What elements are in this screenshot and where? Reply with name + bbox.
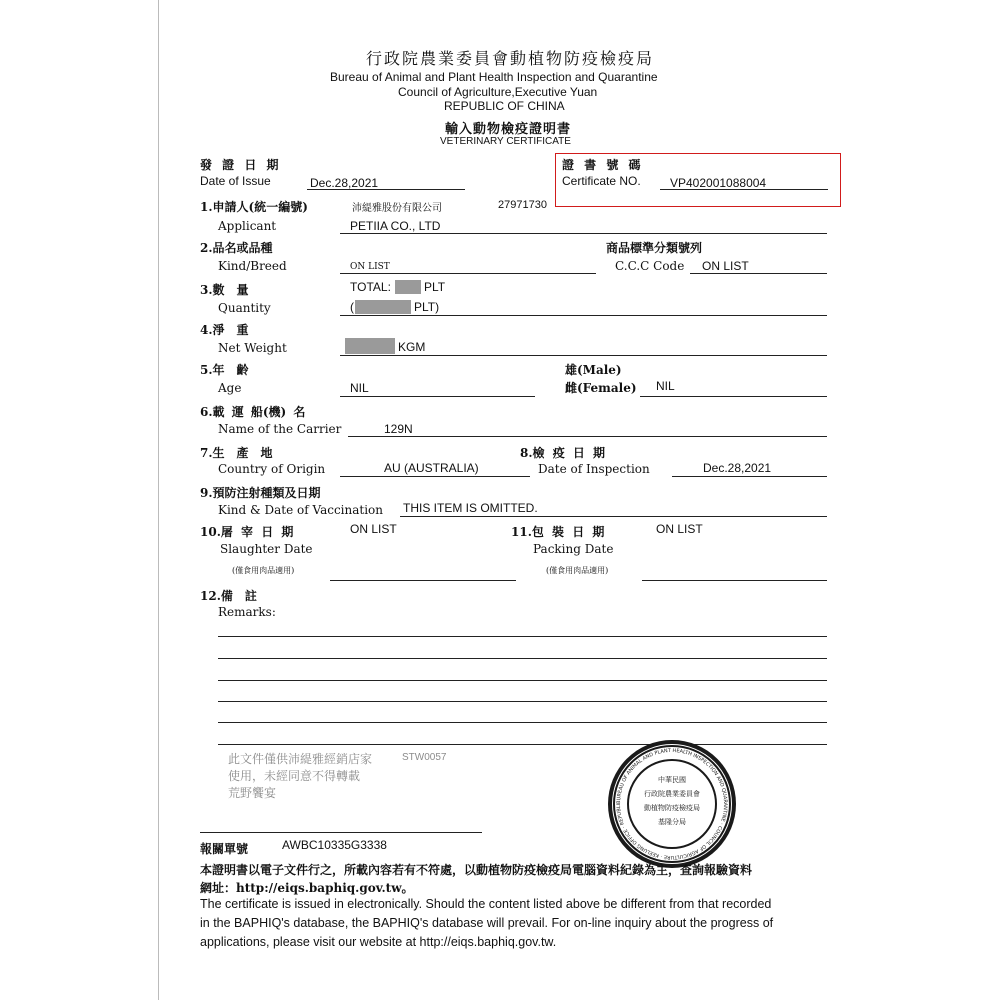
slaughter-note: (僅食用肉品適用) [232, 566, 295, 575]
issue-date-underline [307, 189, 465, 190]
carrier-value: 129N [384, 422, 413, 436]
inspection-label-zh: 8.檢 疫 日 期 [520, 446, 606, 460]
carrier-label-en: Name of the Carrier [218, 422, 342, 436]
issue-date-label-en: Date of Issue [200, 174, 271, 188]
packing-underline [642, 580, 827, 581]
ccc-value: ON LIST [702, 259, 749, 273]
slaughter-label-zh: 10.屠 宰 日 期 [200, 525, 294, 539]
quantity-label-zh: 3.數 量 [200, 283, 249, 297]
remarks-line [218, 722, 827, 723]
agency-title-en: Bureau of Animal and Plant Health Inspection and Quarantine [330, 70, 658, 84]
carrier-underline [348, 436, 827, 437]
packing-label-zh: 11.包 裝 日 期 [511, 525, 605, 539]
origin-value: AU (AUSTRALIA) [384, 461, 479, 475]
certificate-number-value: VP402001088004 [670, 176, 767, 190]
remarks-label-zh: 12.備 註 [200, 589, 257, 603]
ccc-label-zh: 商品標準分類號列 [606, 241, 703, 255]
remarks-line [218, 680, 827, 681]
seal-line-2: 行政院農業委員會 [644, 790, 700, 798]
applicant-label-zh: 1.申請人(統一編號) [200, 200, 308, 214]
quantity-total-prefix: TOTAL: [350, 280, 391, 294]
applicant-underline [340, 233, 827, 234]
official-seal [606, 738, 738, 870]
declaration-label: 報關單號 [200, 842, 249, 856]
age-underline [340, 396, 535, 397]
vaccination-underline [400, 516, 827, 517]
declaration-value: AWBC10335G3338 [282, 838, 387, 852]
page-left-edge [158, 0, 159, 1000]
declaration-top-line [200, 832, 482, 833]
applicant-value: PETIIA CO., LTD [350, 219, 441, 233]
certificate-number-label-en: Certificate NO. [562, 174, 641, 188]
female-value: NIL [656, 379, 675, 393]
watermark-line-2: 使用，未經同意不得轉載 [228, 769, 361, 783]
inspection-value: Dec.28,2021 [703, 461, 772, 475]
watermark-line-1: 此文件僅供沛緹雅經銷店家 [228, 752, 373, 766]
packing-label-en: Packing Date [533, 542, 614, 556]
applicant-id: 27971730 [498, 199, 547, 211]
footer-zh-line-1: 本證明書以電子文件行之，所載內容若有不符處，以動植物防疫檢疫局電腦資料紀錄為主，查詢報驗資料 [200, 863, 753, 877]
quantity-detail-suffix: PLT) [414, 300, 440, 314]
slaughter-value: ON LIST [350, 522, 397, 536]
footer-zh-line-2: 網址：http://eiqs.baphiq.gov.tw。 [200, 881, 414, 895]
remarks-line [218, 658, 827, 659]
certificate-number-label-zh: 證 書 號 碼 [562, 158, 641, 172]
quantity-detail-redaction [355, 300, 411, 314]
seal-line-4: 基隆分局 [658, 818, 686, 826]
quantity-total-redaction [395, 280, 421, 294]
vaccination-label-en: Kind & Date of Vaccination [218, 503, 384, 517]
breed-label-en: Kind/Breed [218, 259, 287, 273]
weight-underline [340, 355, 827, 356]
certificate-title-zh: 輸入動物檢疫證明書 [445, 122, 572, 137]
quantity-detail-prefix: ( [350, 300, 354, 314]
origin-underline [340, 476, 530, 477]
male-label: 雄(Male) [565, 363, 622, 377]
inspection-label-en: Date of Inspection [538, 462, 650, 476]
quantity-total-suffix: PLT [424, 280, 446, 294]
origin-label-zh: 7.生 產 地 [200, 446, 273, 460]
breed-label-zh: 2.品名或品種 [200, 241, 273, 255]
footer-en-line-2: in the BAPHIQ's database, the BAPHIQ's database will prevail. For on-line inquiry about the progress of [200, 916, 774, 930]
weight-redaction [345, 338, 395, 354]
female-underline [640, 396, 827, 397]
watermark-code: STW0057 [402, 752, 447, 763]
issue-date-label-zh: 發 證 日 期 [200, 158, 279, 172]
agency-title-zh: 行政院農業委員會動植物防疫檢疫局 [366, 49, 655, 68]
seal-line-1: 中華民國 [658, 776, 686, 784]
weight-suffix: KGM [398, 340, 426, 354]
council-name: Council of Agriculture,Executive Yuan [398, 85, 598, 99]
watermark-line-3: 荒野饗宴 [228, 786, 277, 800]
ccc-label-en: C.C.C Code [615, 259, 685, 273]
vaccination-value: THIS ITEM IS OMITTED. [403, 501, 538, 515]
age-label-zh: 5.年 齡 [200, 363, 249, 377]
packing-note: (僅食用肉品適用) [546, 566, 609, 575]
origin-label-en: Country of Origin [218, 462, 326, 476]
issue-date-value: Dec.28,2021 [310, 176, 379, 190]
seal-ring-text: BUREAU OF ANIMAL AND PLANT HEALTH INSPECTION AND QUARANTINE · COUNCIL OF AGRICULTURE · KEELUNG OFFICE · REPUBLI [615, 747, 729, 861]
applicant-label-en: Applicant [218, 219, 277, 233]
remarks-line [218, 636, 827, 637]
female-label: 雌(Female) [565, 381, 637, 395]
applicant-name-zh: 沛緹雅股份有限公司 [352, 203, 442, 214]
country-name: REPUBLIC OF CHINA [444, 99, 565, 113]
remarks-label-en: Remarks: [218, 605, 276, 619]
carrier-label-zh: 6.載 運 船(機) 名 [200, 405, 306, 419]
quantity-label-en: Quantity [218, 301, 271, 315]
weight-label-zh: 4.淨 重 [200, 323, 249, 337]
age-value: NIL [350, 381, 369, 395]
ccc-underline [690, 273, 827, 274]
weight-label-en: Net Weight [218, 341, 287, 355]
footer-en-line-1: The certificate is issued in electronically. Should the content listed above be different from that recorded [200, 897, 772, 911]
vaccination-label-zh: 9.預防注射種類及日期 [200, 486, 321, 500]
inspection-underline [672, 476, 827, 477]
remarks-line [218, 701, 827, 702]
certificate-number-underline [660, 189, 828, 190]
footer-en-line-3: applications, please visit our website at http://eiqs.baphiq.gov.tw. [200, 935, 557, 949]
packing-value: ON LIST [656, 522, 703, 536]
seal-line-3: 動植物防疫檢疫局 [644, 804, 700, 812]
quantity-underline [340, 315, 827, 316]
certificate-title-en: VETERINARY CERTIFICATE [440, 136, 571, 147]
age-label-en: Age [218, 381, 242, 395]
breed-value: ON LIST [350, 262, 390, 272]
slaughter-underline [330, 580, 516, 581]
breed-underline [340, 273, 596, 274]
slaughter-label-en: Slaughter Date [220, 542, 313, 556]
